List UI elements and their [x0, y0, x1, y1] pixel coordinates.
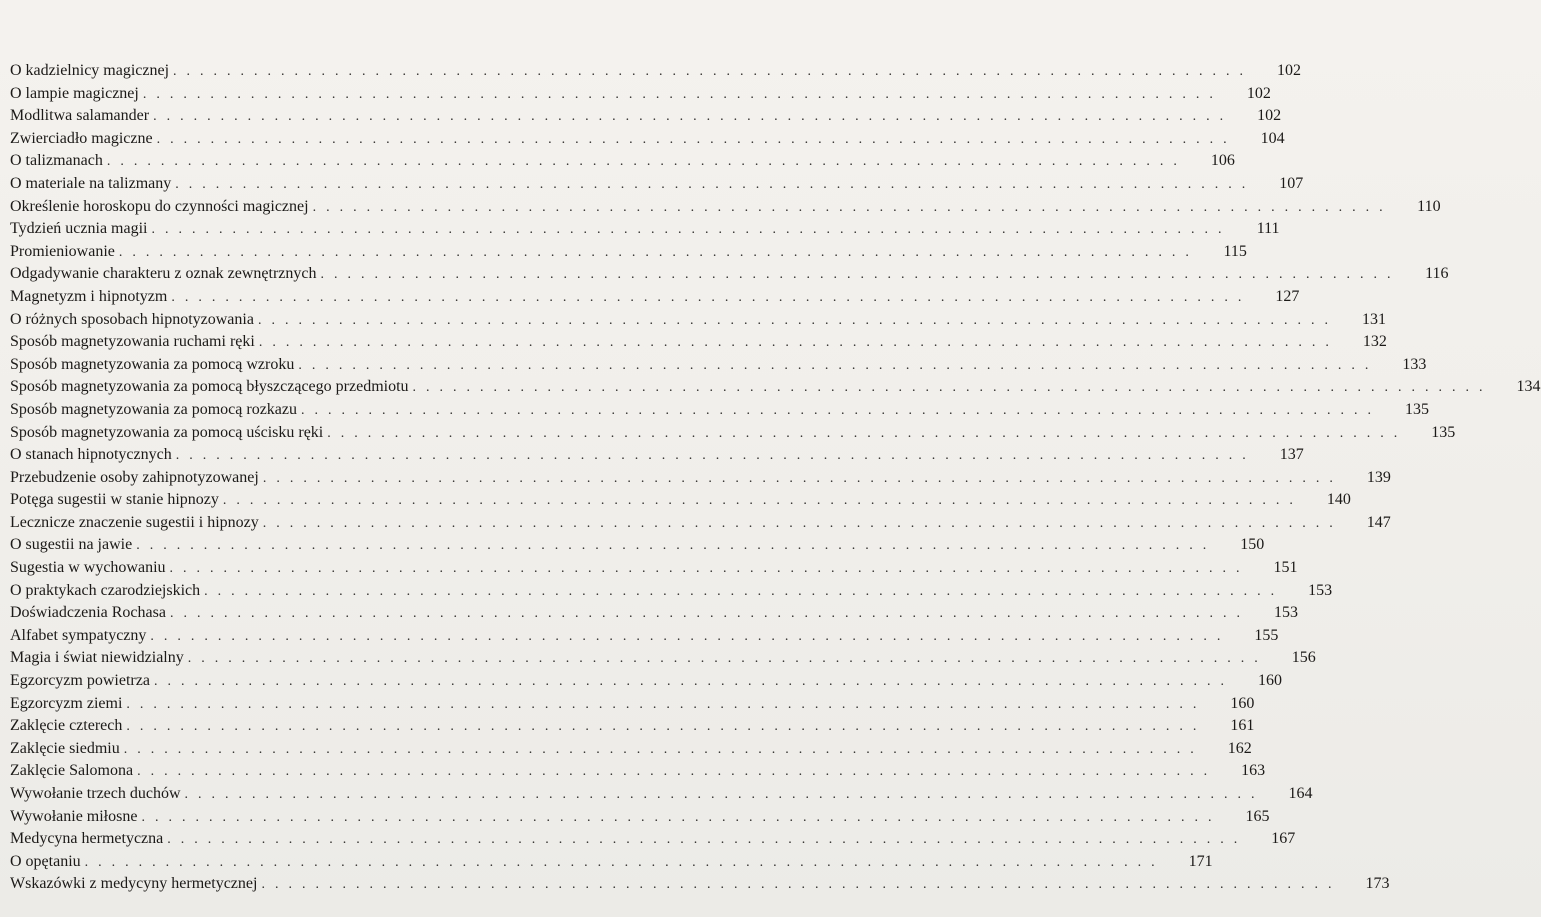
toc-entry-title: O opętaniu [10, 852, 81, 870]
toc-entry [10, 489, 1351, 512]
toc-dot-leader: ................................................................................ [312, 199, 1393, 215]
toc-dot-leader: ................................................................................ [169, 606, 1250, 622]
toc-entry-page-number: 173 [1365, 875, 1390, 893]
toc-entry-title: Sposób magnetyzowania za pomocą wzroku [10, 355, 295, 373]
toc-entry-title: Sugestia w wychowaniu [10, 559, 166, 577]
toc-entry [10, 851, 1213, 874]
toc-entry-title: O lampie magicznej [10, 84, 139, 102]
toc-dot-leader: ................................................................................ [261, 877, 1342, 893]
toc-entry-page-number: 150 [1240, 536, 1265, 554]
toc-entry-page-number: 164 [1288, 785, 1313, 802]
toc-entry-title: Lecznicze znaczenie sugestii i hipnozy [10, 513, 259, 531]
toc-entry-title: O stanach hipnotycznych [10, 446, 172, 464]
toc-dot-leader: ................................................................................ [136, 538, 1217, 554]
toc-dot-leader: ................................................................................ [204, 583, 1285, 599]
toc-entry-title: Sposób magnetyzowania za pomocą rozkazu [10, 400, 298, 418]
toc-entry-title: Odgadywanie charakteru z oznak zewnętrznych [10, 265, 317, 283]
toc-entry-page-number: 133 [1402, 355, 1427, 373]
toc-dot-leader: ................................................................................ [171, 289, 1252, 305]
toc-entry [10, 422, 1456, 445]
toc-entry-page-number: 139 [1366, 468, 1391, 486]
toc-entry [10, 309, 1386, 332]
toc-dot-leader: ................................................................................ [301, 402, 1382, 418]
toc-entry [10, 241, 1247, 264]
toc-dot-leader: ................................................................................ [298, 357, 1379, 373]
toc-entry [10, 83, 1271, 106]
toc-entry-page-number: 165 [1245, 807, 1270, 825]
toc-entry-page-number: 127 [1275, 287, 1300, 305]
toc-dot-leader: ................................................................................ [141, 809, 1222, 825]
toc-entry-page-number: 115 [1223, 242, 1247, 260]
toc-entry-title: Egzorcyzm powietrza [10, 672, 150, 690]
toc-entry-title: Doświadczenia Rochasa [10, 604, 166, 622]
toc-entry [10, 557, 1298, 580]
toc-entry-page-number: 167 [1271, 830, 1296, 848]
toc-entry-title: Określenie horoskopu do czynności magicznej [10, 197, 309, 215]
toc-dot-leader: ................................................................................ [106, 154, 1187, 170]
toc-entry-title: O kadzielnicy magicznej [10, 62, 170, 79]
toc-entry-title: O materiale na talizmany [10, 174, 172, 192]
toc-entry [10, 128, 1285, 151]
toc-entry [10, 444, 1304, 467]
toc-entry-page-number: 153 [1308, 581, 1333, 599]
toc-entry-title: O różnych sposobach hipnotyzowania [10, 310, 254, 328]
toc-entry-page-number: 132 [1362, 333, 1387, 351]
toc-entry [10, 738, 1252, 761]
toc-dot-leader: ................................................................................ [123, 741, 1204, 757]
toc-entry-page-number: 116 [1425, 265, 1449, 283]
toc-entry [10, 715, 1255, 738]
toc-dot-leader: ................................................................................ [151, 222, 1232, 238]
toc-entry-page-number: 110 [1417, 197, 1441, 215]
toc-entry-page-number: 160 [1230, 694, 1255, 712]
toc-entry-page-number: 102 [1246, 84, 1271, 102]
toc-entry-title: Sposób magnetyzowania ruchami ręki [10, 333, 255, 351]
toc-dot-leader: ................................................................................ [173, 64, 1254, 79]
toc-entry-title: Wywołanie miłosne [10, 807, 138, 825]
toc-entry [10, 263, 1449, 286]
toc-entry [10, 173, 1304, 196]
toc-dot-leader: ................................................................................ [84, 854, 1165, 870]
toc-dot-leader: ................................................................................ [262, 515, 1343, 531]
toc-entry-title: Zwierciadło magiczne [10, 129, 153, 147]
toc-entry [10, 783, 1313, 806]
toc-entry-title: Sposób magnetyzowania za pomocą uścisku ręki [10, 423, 324, 441]
toc-entry [10, 354, 1427, 377]
toc-entry-title: Magia i świat niewidzialny [10, 649, 184, 667]
toc-entry [10, 376, 1541, 399]
toc-dot-leader: ................................................................................ [222, 493, 1303, 509]
toc-dot-leader: ................................................................................ [153, 674, 1234, 690]
toc-entry-title: Potęga sugestii w stanie hipnozy [10, 491, 219, 509]
toc-entry [10, 647, 1316, 670]
toc-entry-title: Tydzień ucznia magii [10, 220, 148, 238]
toc-entry-page-number: 147 [1366, 513, 1391, 531]
toc-entry [10, 760, 1266, 783]
toc-entry-title: Egzorcyzm ziemi [10, 694, 123, 712]
toc-dot-leader: ................................................................................ [169, 561, 1250, 577]
toc-entry-page-number: 104 [1260, 129, 1285, 147]
toc-entry-page-number: 163 [1241, 762, 1266, 780]
toc-entry-title: O talizmanach [10, 152, 103, 170]
toc-entry-page-number: 111 [1256, 220, 1280, 238]
toc-entry [10, 693, 1255, 716]
toc-entry-page-number: 162 [1227, 739, 1252, 757]
toc-entry-page-number: 137 [1279, 446, 1304, 464]
toc-entry-title: O praktykach czarodziejskich [10, 581, 201, 599]
toc-entry [10, 467, 1391, 490]
toc-entry-page-number: 135 [1405, 400, 1430, 418]
toc-entry-page-number: 156 [1291, 649, 1316, 667]
toc-entry [10, 602, 1298, 625]
toc-entry [10, 512, 1391, 535]
toc-entry-title: Zaklęcie Salomona [10, 762, 134, 780]
toc-dot-leader: ................................................................................ [320, 267, 1401, 283]
toc-dot-leader: ................................................................................ [175, 176, 1256, 192]
toc-entry [10, 105, 1282, 128]
toc-entry-page-number: 131 [1361, 310, 1386, 328]
toc-entry-page-number: 107 [1279, 174, 1304, 192]
toc-dot-leader: ................................................................................ [257, 312, 1338, 328]
toc-entry-title: Medycyna hermetyczna [10, 830, 164, 848]
toc-entry-page-number: 102 [1277, 62, 1302, 79]
toc-dot-leader: ................................................................................ [126, 696, 1207, 712]
toc-entry [10, 873, 1390, 896]
toc-entry-title: Wywołanie trzech duchów [10, 785, 181, 802]
toc-entry-title: Wskazówki z medycyny hermetycznej [10, 875, 258, 893]
toc-entry [10, 580, 1333, 603]
toc-entry-title: Zaklęcie czterech [10, 717, 123, 735]
toc-entry [10, 196, 1441, 219]
toc-dot-leader: ................................................................................ [150, 628, 1231, 644]
toc-entry [10, 60, 1302, 83]
toc-dot-leader: ................................................................................ [118, 244, 1199, 260]
toc-entry-title: Magnetyzm i hipnotyzm [10, 287, 168, 305]
toc-dot-leader: ................................................................................ [262, 470, 1343, 486]
toc-entry [10, 828, 1296, 851]
toc-dot-leader: ................................................................................ [184, 787, 1265, 802]
toc-dot-leader: ................................................................................ [126, 719, 1207, 735]
toc-entry-page-number: 171 [1188, 852, 1213, 870]
toc-entry [10, 150, 1235, 173]
toc-entry-page-number: 106 [1210, 152, 1235, 170]
toc-dot-leader: ................................................................................ [137, 764, 1218, 780]
toc-dot-leader: ................................................................................ [412, 380, 1493, 396]
toc-entry-page-number: 140 [1326, 491, 1351, 509]
toc-entry-title: Modlitwa salamander [10, 107, 150, 125]
toc-dot-leader: ................................................................................ [167, 832, 1248, 848]
toc-entry-title: Zaklęcie siedmiu [10, 739, 120, 757]
toc-entry-page-number: 135 [1431, 423, 1456, 441]
toc-entry-page-number: 151 [1273, 559, 1298, 577]
toc-dot-leader: ................................................................................ [156, 131, 1237, 147]
toc-entry [10, 534, 1265, 557]
toc-entry [10, 806, 1270, 829]
toc-entry-title: O sugestii na jawie [10, 536, 133, 554]
toc-entry [10, 670, 1282, 693]
toc-entry-title: Przebudzenie osoby zahipnotyzowanej [10, 468, 259, 486]
toc-entry-page-number: 102 [1257, 107, 1282, 125]
toc-entry [10, 399, 1430, 422]
toc-dot-leader: ................................................................................ [175, 448, 1256, 464]
toc-entry-page-number: 134 [1516, 378, 1541, 396]
toc-entry-page-number: 160 [1257, 672, 1282, 690]
toc-dot-leader: ................................................................................ [142, 86, 1223, 102]
toc-entry-title: Sposób magnetyzowania za pomocą błyszczącego przedmiotu [10, 378, 409, 396]
toc-dot-leader: ................................................................................ [258, 335, 1339, 351]
toc-entry [10, 286, 1300, 309]
toc-dot-leader: ................................................................................ [153, 109, 1234, 125]
toc-entry-title: Promieniowanie [10, 242, 115, 260]
toc-entry-page-number: 161 [1230, 717, 1255, 735]
toc-entry-page-number: 155 [1254, 626, 1279, 644]
toc-dot-leader: ................................................................................ [327, 425, 1408, 441]
toc-entry [10, 625, 1279, 648]
toc-entry-title: Alfabet sympatyczny [10, 626, 147, 644]
toc-entry [10, 218, 1280, 241]
toc-entry [10, 331, 1387, 354]
toc-dot-leader: ................................................................................ [187, 651, 1268, 667]
table-of-contents [10, 60, 1541, 896]
toc-entry-page-number: 153 [1273, 604, 1298, 622]
